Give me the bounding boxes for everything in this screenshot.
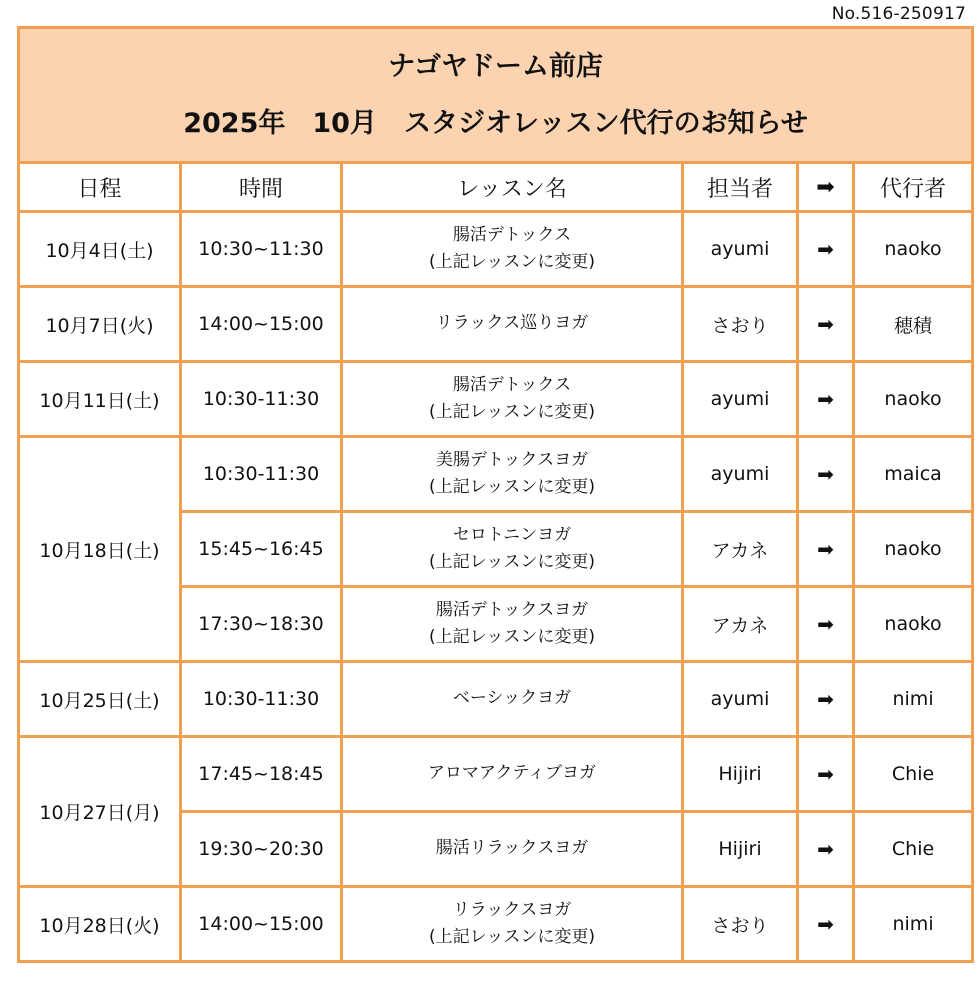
date-cell: 10月25日(土) <box>19 662 181 737</box>
header-lesson: レッスン名 <box>342 163 683 212</box>
time-cell: 10:30~11:30 <box>181 212 342 287</box>
title-cell <box>19 28 973 163</box>
instructor-cell: さおり <box>683 887 798 962</box>
instructor-cell: Hijiri <box>683 812 798 887</box>
lesson-note: (上記レッスンに変更) <box>428 402 596 422</box>
arrow-icon: ➡ <box>798 212 854 287</box>
time-cell: 14:00~15:00 <box>181 887 342 962</box>
lesson-cell <box>342 812 683 887</box>
title-row <box>19 28 973 163</box>
instructor-cell: アカネ <box>683 587 798 662</box>
substitute-cell: nimi <box>854 662 973 737</box>
date-cell: 10月4日(土) <box>19 212 181 287</box>
lesson-note: (上記レッスンに変更) <box>428 552 596 572</box>
arrow-icon: ➡ <box>798 662 854 737</box>
header-arrow-icon: ➡ <box>798 163 854 212</box>
lesson-cell <box>342 512 683 587</box>
header-row <box>19 163 973 212</box>
header-date: 日程 <box>19 163 181 212</box>
table-row <box>19 437 973 512</box>
lesson-name: セロトニンヨガ <box>452 524 572 545</box>
arrow-icon: ➡ <box>798 437 854 512</box>
lesson-name: 腸活リラックスヨガ <box>435 838 589 859</box>
arrow-icon: ➡ <box>798 362 854 437</box>
header-instructor: 担当者 <box>683 163 798 212</box>
substitute-cell: naoko <box>854 587 973 662</box>
lesson-name: 腸活デトックス <box>452 224 572 245</box>
substitute-cell: naoko <box>854 362 973 437</box>
time-cell: 15:45~16:45 <box>181 512 342 587</box>
table-row <box>19 287 973 362</box>
substitute-schedule-table <box>17 26 974 963</box>
date-cell: 10月11日(土) <box>19 362 181 437</box>
notice-title: 2025年 10月 スタジオレッスン代行のお知らせ <box>183 108 808 139</box>
instructor-cell: アカネ <box>683 512 798 587</box>
substitute-cell: maica <box>854 437 973 512</box>
lesson-note: (上記レッスンに変更) <box>428 927 596 947</box>
lesson-name: 腸活デトックス <box>452 374 572 395</box>
substitute-cell: naoko <box>854 512 973 587</box>
time-cell: 19:30~20:30 <box>181 812 342 887</box>
instructor-cell: さおり <box>683 287 798 362</box>
lesson-name: ベーシックヨガ <box>452 688 572 709</box>
lesson-name: 美腸デトックスヨガ <box>435 449 589 470</box>
time-cell: 10:30-11:30 <box>181 437 342 512</box>
arrow-icon: ➡ <box>798 587 854 662</box>
arrow-icon: ➡ <box>798 512 854 587</box>
time-cell: 10:30-11:30 <box>181 662 342 737</box>
table-row <box>19 662 973 737</box>
lesson-name: 腸活デトックスヨガ <box>435 599 589 620</box>
lesson-cell <box>342 362 683 437</box>
lesson-cell <box>342 287 683 362</box>
header-substitute: 代行者 <box>854 163 973 212</box>
lesson-cell <box>342 437 683 512</box>
lesson-name: リラックス巡りヨガ <box>435 313 589 334</box>
arrow-icon: ➡ <box>798 812 854 887</box>
document-number: No.516-250917 <box>831 4 966 24</box>
time-cell: 17:30~18:30 <box>181 587 342 662</box>
date-cell: 10月27日(月) <box>19 737 181 887</box>
lesson-cell <box>342 737 683 812</box>
time-cell: 17:45~18:45 <box>181 737 342 812</box>
arrow-icon: ➡ <box>798 287 854 362</box>
time-cell: 14:00~15:00 <box>181 287 342 362</box>
substitute-cell: Chie <box>854 812 973 887</box>
table-row <box>19 362 973 437</box>
lesson-note: (上記レッスンに変更) <box>428 477 596 497</box>
table-row <box>19 737 973 812</box>
header-time: 時間 <box>181 163 342 212</box>
lesson-note: (上記レッスンに変更) <box>428 627 596 647</box>
arrow-icon: ➡ <box>798 737 854 812</box>
arrow-icon: ➡ <box>798 887 854 962</box>
date-cell: 10月28日(火) <box>19 887 181 962</box>
lesson-name: リラックスヨガ <box>452 899 572 920</box>
lesson-name: アロマアクティブヨガ <box>427 763 597 784</box>
substitute-cell: Chie <box>854 737 973 812</box>
store-title: ナゴヤドーム前店 <box>388 51 603 82</box>
instructor-cell: Hijiri <box>683 737 798 812</box>
table-row <box>19 887 973 962</box>
lesson-cell <box>342 212 683 287</box>
substitute-cell: naoko <box>854 212 973 287</box>
table-row <box>19 212 973 287</box>
time-cell: 10:30-11:30 <box>181 362 342 437</box>
substitute-cell: nimi <box>854 887 973 962</box>
lesson-cell <box>342 587 683 662</box>
date-cell: 10月18日(土) <box>19 437 181 662</box>
lesson-note: (上記レッスンに変更) <box>428 252 596 272</box>
instructor-cell: ayumi <box>683 362 798 437</box>
instructor-cell: ayumi <box>683 212 798 287</box>
lesson-cell <box>342 887 683 962</box>
instructor-cell: ayumi <box>683 662 798 737</box>
date-cell: 10月7日(火) <box>19 287 181 362</box>
substitute-cell: 穂積 <box>854 287 973 362</box>
instructor-cell: ayumi <box>683 437 798 512</box>
lesson-cell <box>342 662 683 737</box>
